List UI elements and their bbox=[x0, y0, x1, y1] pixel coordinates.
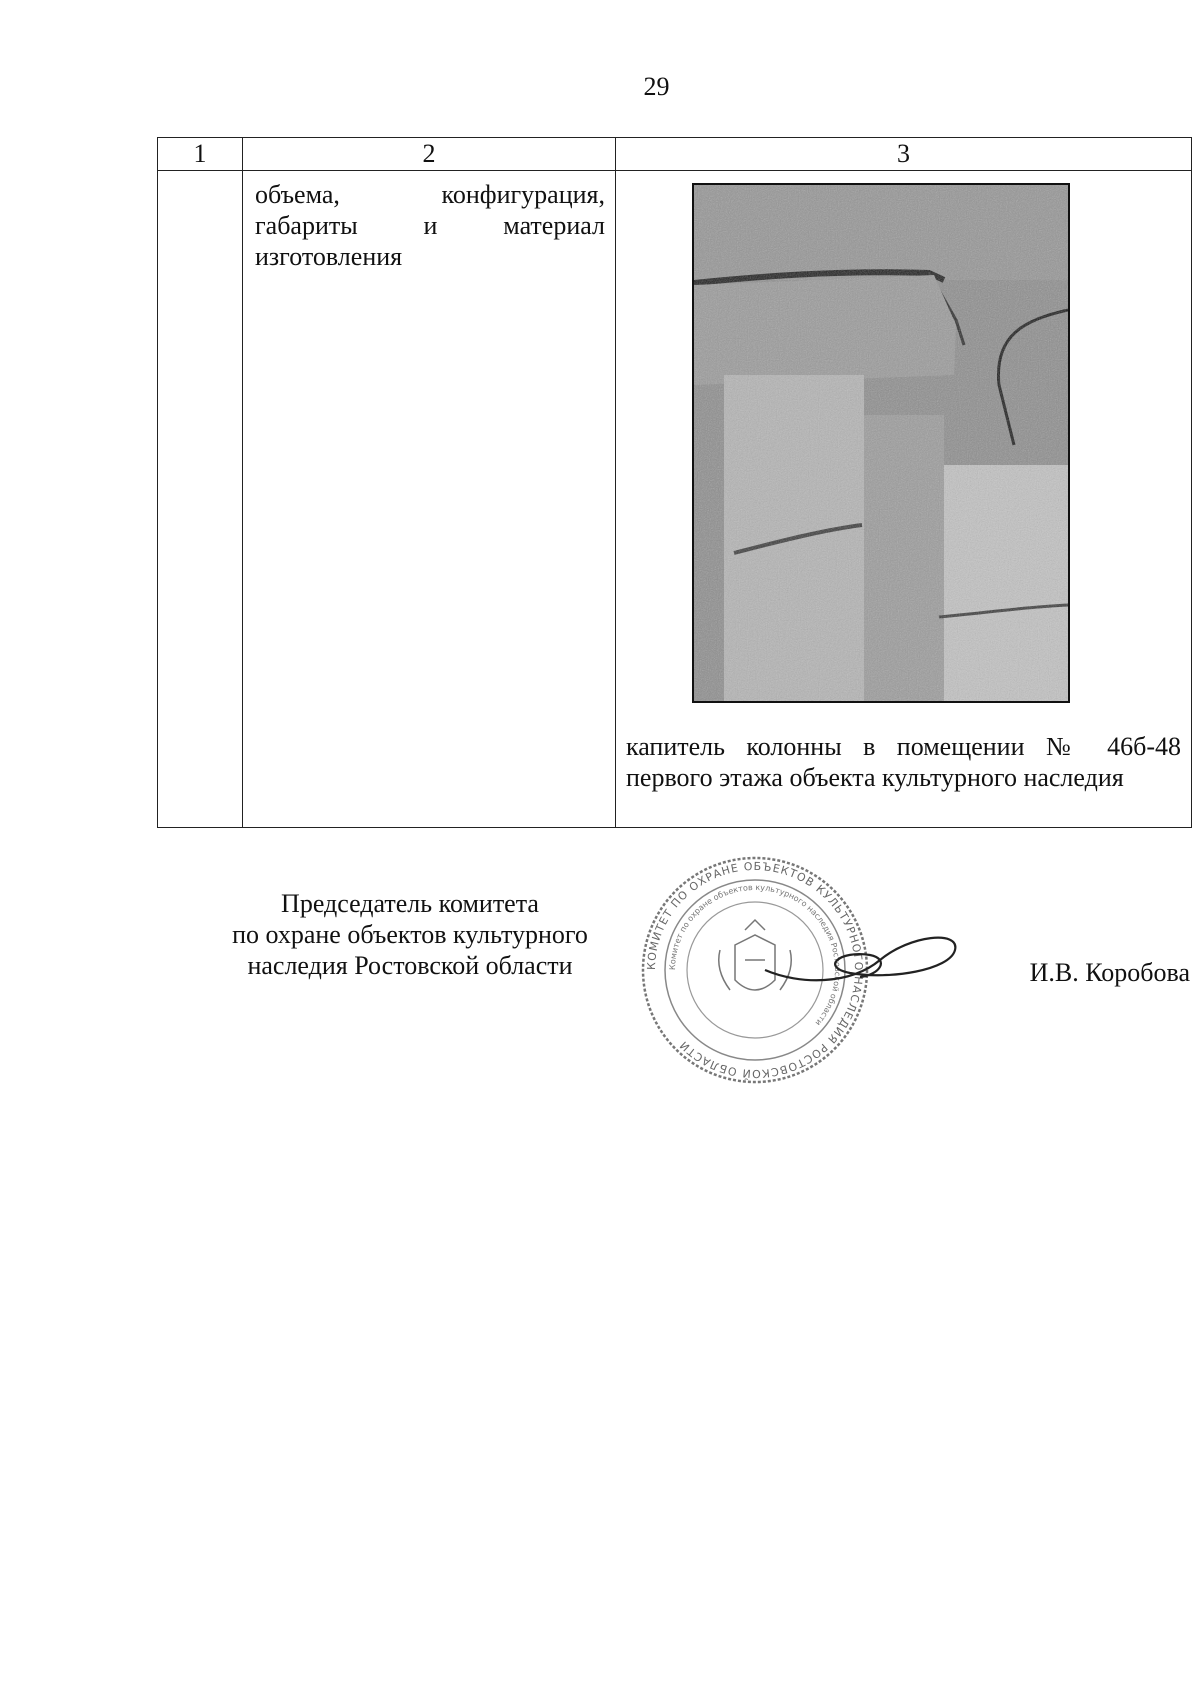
description-text: объема, конфигурация, габариты и материал изготовления bbox=[255, 180, 605, 271]
position-line-3: наследия Ростовской области bbox=[247, 951, 573, 980]
handwritten-signature bbox=[760, 915, 960, 1015]
photo-image bbox=[694, 185, 1068, 701]
heritage-table bbox=[157, 137, 1192, 828]
page-number: 29 bbox=[643, 72, 670, 101]
photo-caption: капитель колонны в помещении № 46б-48 первого этажа объекта культурного наследия bbox=[626, 732, 1181, 792]
header-cell-1: 1 bbox=[158, 138, 243, 171]
row-number-cell bbox=[158, 171, 243, 828]
table-header-row bbox=[158, 138, 1192, 171]
header-cell-2: 2 bbox=[243, 138, 616, 171]
position-line-2: по охране объектов культурного bbox=[232, 920, 588, 949]
description-cell bbox=[243, 171, 616, 828]
signer-name: И.В. Коробова bbox=[1029, 958, 1190, 987]
table-row bbox=[158, 171, 1192, 828]
seal-outer-text: КОМИТЕТ ПО ОХРАНЕ ОБЪЕКТОВ КУЛЬТУРНОГО НАСЛЕДИЯ РОСТОВСКОЙ ОБЛАСТИ bbox=[644, 859, 866, 1081]
photo-cell bbox=[616, 171, 1192, 828]
column-capital-photo bbox=[692, 183, 1070, 703]
position-line-1: Председатель комитета bbox=[281, 889, 539, 918]
header-cell-3: 3 bbox=[616, 138, 1192, 171]
seal-inner-text: Комитет по охране объектов культурного наследия Ростовской области bbox=[667, 882, 843, 1028]
signatory-position bbox=[180, 888, 640, 981]
